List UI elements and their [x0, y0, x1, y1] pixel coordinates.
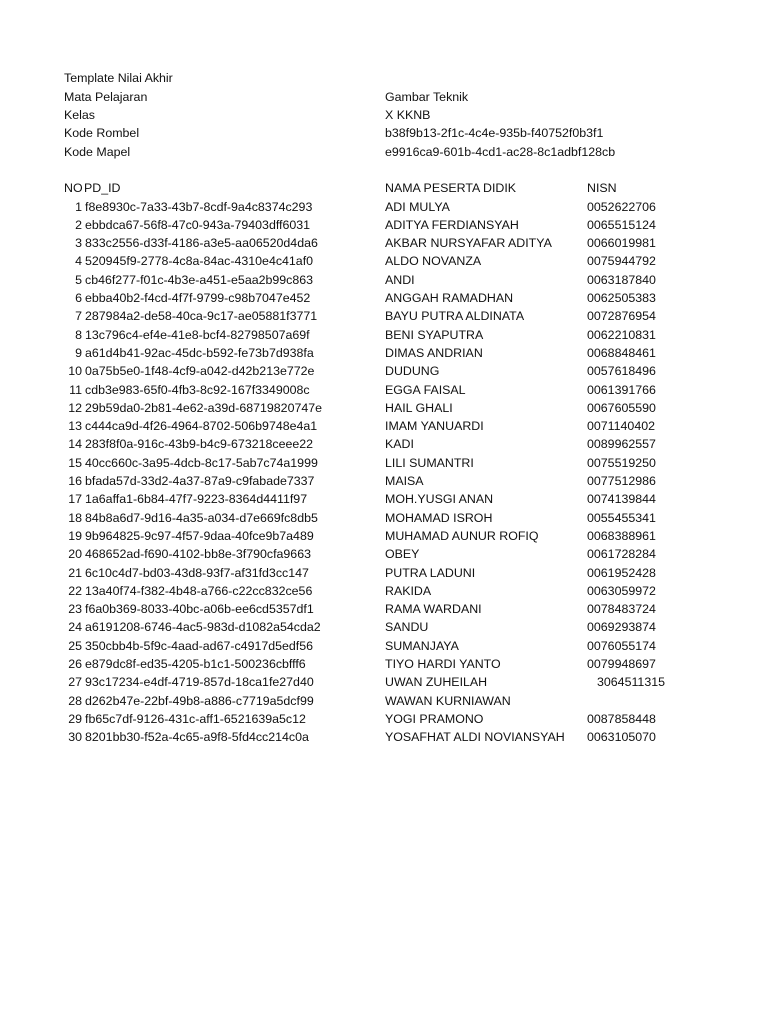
info-row-kelas — [0, 106, 768, 124]
row-nisn: 0069293874 — [587, 620, 656, 635]
row-number: 16 — [68, 474, 82, 488]
info-label: Kode Rombel — [64, 126, 140, 140]
row-student-name: YOGI PRAMONO — [385, 711, 484, 726]
table-row — [0, 728, 768, 746]
row-student-name: ADITYA FERDIANSYAH — [385, 217, 519, 232]
row-student-name: PUTRA LADUNI — [385, 565, 476, 580]
row-nisn: 0068388961 — [587, 528, 656, 543]
row-student-name: OBEY — [385, 547, 420, 562]
info-label: Kelas — [64, 108, 95, 122]
row-number: 3 — [75, 236, 82, 251]
row-student-name: AKBAR NURSYAFAR ADITYA — [385, 236, 552, 251]
row-nisn: 0057618496 — [587, 364, 656, 379]
table-row — [0, 198, 768, 216]
row-number: 26 — [68, 657, 82, 671]
table-row — [0, 399, 768, 417]
row-student-name: ALDO NOVANZA — [385, 254, 482, 269]
row-pd-id: 1a6affa1-6b84-47f7-9223-8364d4411f97 — [85, 492, 308, 507]
row-number: 5 — [75, 272, 82, 287]
row-pd-id: 40cc660c-3a95-4dcb-8c17-5ab7c74a1999 — [85, 455, 318, 470]
row-number: 17 — [68, 492, 82, 507]
template-title-row — [0, 69, 768, 87]
row-pd-id: cb46f277-f01c-4b3e-a451-e5aa2b99c863 — [85, 272, 314, 287]
row-student-name: WAWAN KURNIAWAN — [385, 693, 511, 708]
info-value: e9916ca9-601b-4cd1-ac28-8c1adbf128cb — [385, 145, 616, 159]
table-row — [0, 564, 768, 582]
row-pd-id: bfada57d-33d2-4a37-87a9-c9fabade7337 — [85, 474, 315, 488]
row-pd-id: d262b47e-22bf-49b8-a886-c7719a5dcf99 — [85, 693, 314, 708]
row-number: 19 — [68, 528, 82, 543]
row-number: 13 — [68, 419, 82, 434]
table-row — [0, 600, 768, 618]
column-header-no: NO — [64, 181, 83, 195]
table-row — [0, 490, 768, 508]
template-title: Template Nilai Akhir — [64, 71, 173, 85]
info-row-kode-mapel — [0, 143, 768, 161]
row-nisn: 0089962557 — [587, 437, 656, 452]
row-nisn: 0077512986 — [587, 474, 656, 488]
row-student-name: SANDU — [385, 620, 429, 635]
row-nisn: 0078483724 — [587, 602, 656, 617]
info-row-mata-pelajaran — [0, 88, 768, 106]
row-number: 29 — [68, 711, 82, 726]
table-row — [0, 381, 768, 399]
row-pd-id: 0a75b5e0-1f48-4cf9-a042-d42b213e772e — [85, 364, 315, 379]
row-nisn: 0052622706 — [587, 199, 656, 214]
row-pd-id: a61d4b41-92ac-45dc-b592-fe73b7d938fa — [85, 345, 314, 360]
row-pd-id: c444ca9d-4f26-4964-8702-506b9748e4a1 — [85, 419, 318, 434]
info-value: Gambar Teknik — [385, 90, 469, 104]
row-pd-id: 287984a2-de58-40ca-9c17-ae05881f3771 — [85, 309, 318, 324]
table-row — [0, 545, 768, 563]
table-row — [0, 472, 768, 490]
row-pd-id: 8201bb30-f52a-4c65-a9f8-5fd4cc214c0a — [85, 730, 309, 745]
table-row — [0, 637, 768, 655]
row-number: 30 — [68, 730, 82, 745]
info-label: Kode Mapel — [64, 145, 131, 159]
row-number: 27 — [68, 675, 82, 690]
row-student-name: KADI — [385, 437, 414, 452]
row-number: 7 — [75, 309, 82, 324]
table-row — [0, 582, 768, 600]
info-label: Mata Pelajaran — [64, 90, 148, 104]
row-pd-id: 29b59da0-2b81-4e62-a39d-68719820747e — [85, 400, 323, 415]
row-pd-id: 833c2556-d33f-4186-a3e5-aa06520d4da6 — [85, 236, 318, 251]
row-nisn: 0063187840 — [587, 272, 656, 287]
row-student-name: SUMANJAYA — [385, 638, 459, 653]
row-student-name: MOH.YUSGI ANAN — [385, 492, 494, 507]
table-row — [0, 307, 768, 325]
row-nisn: 3064511315 — [597, 675, 665, 690]
table-row — [0, 710, 768, 728]
row-number: 12 — [68, 400, 82, 415]
row-number: 21 — [68, 565, 82, 580]
row-nisn: 0061391766 — [587, 382, 656, 397]
row-nisn: 0062210831 — [587, 327, 656, 342]
row-number: 6 — [75, 291, 82, 305]
row-pd-id: 84b8a6d7-9d16-4a35-a034-d7e669fc8db5 — [85, 510, 318, 525]
table-row — [0, 673, 768, 691]
row-nisn: 0087858448 — [587, 711, 656, 726]
table-row — [0, 435, 768, 453]
row-nisn: 0067605590 — [587, 400, 656, 415]
table-row — [0, 509, 768, 527]
row-nisn: 0063105070 — [587, 730, 656, 745]
info-value: b38f9b13-2f1c-4c4e-935b-f40752f0b3f1 — [385, 126, 604, 140]
row-student-name: RAKIDA — [385, 583, 432, 598]
column-header-pd-id: PD_ID — [84, 181, 121, 195]
table-row — [0, 527, 768, 545]
row-pd-id: ebbdca67-56f8-47c0-943a-79403dff6031 — [85, 217, 311, 232]
row-student-name: ANGGAH RAMADHAN — [385, 291, 514, 305]
row-student-name: TIYO HARDI YANTO — [385, 657, 501, 671]
row-number: 24 — [68, 620, 82, 635]
row-pd-id: 13a40f74-f382-4b48-a766-c22cc832ce56 — [85, 583, 313, 598]
table-row — [0, 216, 768, 234]
row-number: 2 — [75, 217, 82, 232]
row-number: 25 — [68, 638, 82, 653]
row-student-name: HAIL GHALI — [385, 400, 453, 415]
row-student-name: MUHAMAD AUNUR ROFIQ — [385, 528, 539, 543]
row-pd-id: fb65c7df-9126-431c-aff1-6521639a5c12 — [85, 711, 306, 726]
row-student-name: LILI SUMANTRI — [385, 455, 474, 470]
row-number: 23 — [68, 602, 82, 617]
row-number: 22 — [68, 583, 82, 598]
row-nisn: 0066019981 — [587, 236, 656, 251]
table-row — [0, 271, 768, 289]
table-header-row — [0, 179, 768, 197]
row-pd-id: 468652ad-f690-4102-bb8e-3f790cfa9663 — [85, 547, 311, 562]
row-student-name: EGGA FAISAL — [385, 382, 466, 397]
row-nisn: 0061728284 — [587, 547, 656, 562]
row-nisn: 0071140402 — [587, 419, 655, 434]
table-row — [0, 655, 768, 673]
row-student-name: MOHAMAD ISROH — [385, 510, 493, 525]
column-header-nisn: NISN — [587, 181, 617, 195]
row-nisn: 0076055174 — [587, 638, 656, 653]
row-nisn: 0063059972 — [587, 583, 656, 598]
table-row — [0, 618, 768, 636]
row-pd-id: ebba40b2-f4cd-4f7f-9799-c98b7047e452 — [85, 291, 311, 305]
row-student-name: RAMA WARDANI — [385, 602, 482, 617]
table-row — [0, 252, 768, 270]
row-pd-id: 93c17234-e4df-4719-857d-18ca1fe27d40 — [85, 675, 314, 690]
row-student-name: IMAM YANUARDI — [385, 419, 484, 434]
table-row — [0, 362, 768, 380]
row-nisn: 0074139844 — [587, 492, 656, 507]
row-pd-id: f8e8930c-7a33-43b7-8cdf-9a4c8374c293 — [85, 199, 313, 214]
row-student-name: MAISA — [385, 474, 424, 488]
row-number: 14 — [68, 437, 82, 452]
table-row — [0, 289, 768, 307]
table-row — [0, 454, 768, 472]
row-nisn: 0065515124 — [587, 217, 656, 232]
row-number: 4 — [75, 254, 82, 269]
row-number: 20 — [68, 547, 82, 562]
row-number: 10 — [68, 364, 82, 379]
row-student-name: UWAN ZUHEILAH — [385, 675, 488, 690]
row-student-name: DIMAS ANDRIAN — [385, 345, 483, 360]
row-number: 9 — [75, 345, 82, 360]
row-pd-id: e879dc8f-ed35-4205-b1c1-500236cbfff6 — [85, 657, 306, 671]
row-number: 1 — [75, 199, 82, 214]
row-nisn: 0062505383 — [587, 291, 656, 305]
row-pd-id: 350cbb4b-5f9c-4aad-ad67-c4917d5edf56 — [85, 638, 314, 653]
row-pd-id: cdb3e983-65f0-4fb3-8c92-167f3349008c — [85, 382, 310, 397]
table-row — [0, 417, 768, 435]
row-student-name: BAYU PUTRA ALDINATA — [385, 309, 525, 324]
row-pd-id: a6191208-6746-4ac5-983d-d1082a54cda2 — [85, 620, 321, 635]
table-row — [0, 692, 768, 710]
row-student-name: DUDUNG — [385, 364, 440, 379]
info-row-kode-rombel — [0, 124, 768, 142]
row-number: 15 — [68, 455, 82, 470]
row-nisn: 0075519250 — [587, 455, 656, 470]
row-pd-id: 9b964825-9c97-4f57-9daa-40fce9b7a489 — [85, 528, 314, 543]
table-row — [0, 326, 768, 344]
row-student-name: YOSAFHAT ALDI NOVIANSYAH — [385, 730, 565, 745]
row-student-name: BENI SYAPUTRA — [385, 327, 484, 342]
row-number: 8 — [75, 327, 82, 342]
row-number: 28 — [68, 693, 82, 708]
row-pd-id: 283f8f0a-916c-43b9-b4c9-673218ceee22 — [85, 437, 314, 452]
row-nisn: 0061952428 — [587, 565, 656, 580]
row-number: 18 — [68, 510, 82, 525]
table-row — [0, 344, 768, 362]
row-pd-id: 6c10c4d7-bd03-43d8-93f7-af31fd3cc147 — [85, 565, 309, 580]
info-value: X KKNB — [385, 108, 431, 122]
row-pd-id: 520945f9-2778-4c8a-84ac-4310e4c41af0 — [85, 254, 314, 269]
table-row — [0, 234, 768, 252]
column-header-name: NAMA PESERTA DIDIK — [385, 181, 517, 195]
row-pd-id: 13c796c4-ef4e-41e8-bcf4-82798507a69f — [85, 327, 310, 342]
row-student-name: ADI MULYA — [385, 199, 450, 214]
row-nisn: 0072876954 — [587, 309, 656, 324]
row-nisn: 0068848461 — [587, 345, 656, 360]
row-nisn: 0079948697 — [587, 657, 656, 671]
row-nisn: 0075944792 — [587, 254, 656, 269]
row-pd-id: f6a0b369-8033-40bc-a06b-ee6cd5357df1 — [85, 602, 314, 617]
row-number: 11 — [69, 382, 82, 397]
row-nisn: 0055455341 — [587, 510, 656, 525]
row-student-name: ANDI — [385, 272, 415, 287]
